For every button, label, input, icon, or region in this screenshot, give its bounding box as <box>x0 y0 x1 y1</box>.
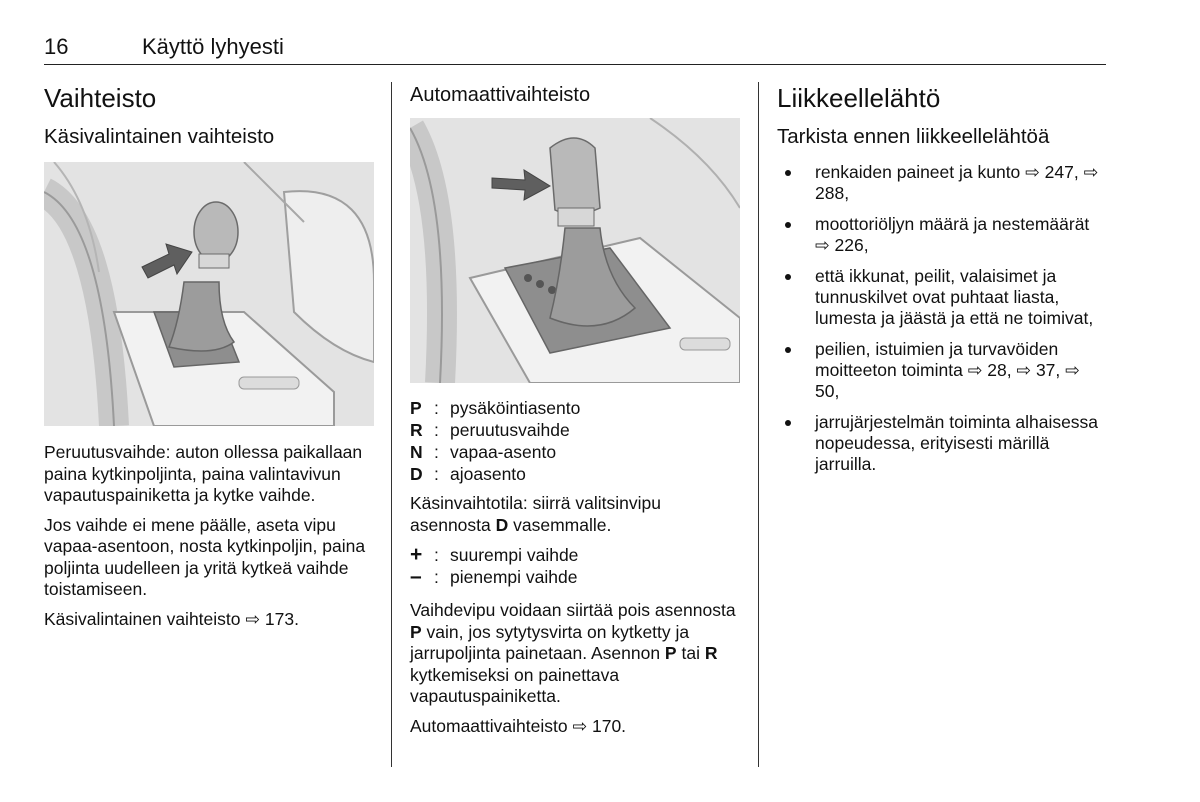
list-item: että ikkunat, peilit, valaisimet ja tunnuskilvet ovat puhtaat liasta, lumesta ja jäästä ja että ne toimivat, <box>777 266 1107 329</box>
section-heading: Liikkeellelähtö <box>777 83 941 113</box>
list-item: peilien, istuimien ja turvavöiden moitteeton toiminta ⇨ 28, ⇨ 37, ⇨ 50, <box>777 339 1107 402</box>
page-title: Käyttö lyhyesti <box>142 34 284 59</box>
page-header <box>44 30 1106 65</box>
subsection-heading: Käsivalintainen vaihteisto <box>44 125 275 148</box>
manual-mode-text: Käsinvaihtotila: siirrä valitsinvipu asennosta D vasemmalle. <box>410 493 661 535</box>
move-lever-text: Vaihdevipu voidaan siirtää pois asennosta P vain, jos sytytysvirta on kytketty ja jarrupoljinta painetaan. Asennon P tai R kytkemiseksi on painettava vapautuspainiketta. <box>410 600 736 706</box>
bullet-icon <box>785 274 791 280</box>
gear-position-p: P : pysäköintiasento <box>410 398 581 418</box>
reference-link[interactable]: Automaattivaihteisto ⇨ 170. <box>410 715 627 736</box>
gear-position-r: R : peruutusvaihde <box>410 420 570 440</box>
gear-position-n: N : vapaa-asento <box>410 442 557 462</box>
reference-link[interactable]: Käsivalintainen vaihteisto ⇨ 173. <box>44 608 299 629</box>
shift-list <box>410 544 740 588</box>
section-heading: Vaihteisto <box>44 83 157 113</box>
column-manual-transmission <box>44 82 374 638</box>
column-automatic-transmission <box>410 82 740 745</box>
column-divider <box>758 82 759 767</box>
manual-gear-lever-illustration <box>44 162 374 426</box>
gear-positions-list <box>410 397 740 485</box>
gear-position-d: D : ajoasento <box>410 464 526 484</box>
list-item: jarrujärjestelmän toiminta alhaisessa nopeudessa, erityisesti märillä jarruilla. <box>777 412 1107 475</box>
subsection-heading: Tarkista ennen liikkeellelähtöä <box>777 125 1050 148</box>
paragraph: Jos vaihde ei mene päälle, aseta vipu vapaa-asentoon, nosta kytkinpoljin, paina poljinta uudelleen ja yritä kytkeä vaihde toistamiseen. <box>44 514 366 599</box>
list-item: moottoriöljyn määrä ja nestemäärät ⇨ 226, <box>777 214 1107 256</box>
paragraph: Peruutusvaihde: auton ollessa paikallaan paina kytkinpoljinta, paina valintavivun vapautuspainiketta ja kytke vaihde. <box>44 442 363 505</box>
bullet-icon <box>785 222 791 228</box>
column-divider <box>391 82 392 767</box>
page-number: 16 <box>44 34 69 59</box>
list-item: renkaiden paineet ja kunto ⇨ 247, ⇨ 288, <box>777 162 1107 204</box>
checklist <box>777 162 1107 475</box>
subsection-heading: Automaattivaihteisto <box>410 84 591 106</box>
column-starting-off <box>777 82 1107 485</box>
automatic-gear-selector-illustration <box>410 118 740 383</box>
bullet-icon <box>785 420 791 426</box>
shift-down: – : pienempi vaihde <box>410 565 578 588</box>
bullet-icon <box>785 170 791 176</box>
bullet-icon <box>785 347 791 353</box>
shift-up: + : suurempi vaihde <box>410 543 579 566</box>
